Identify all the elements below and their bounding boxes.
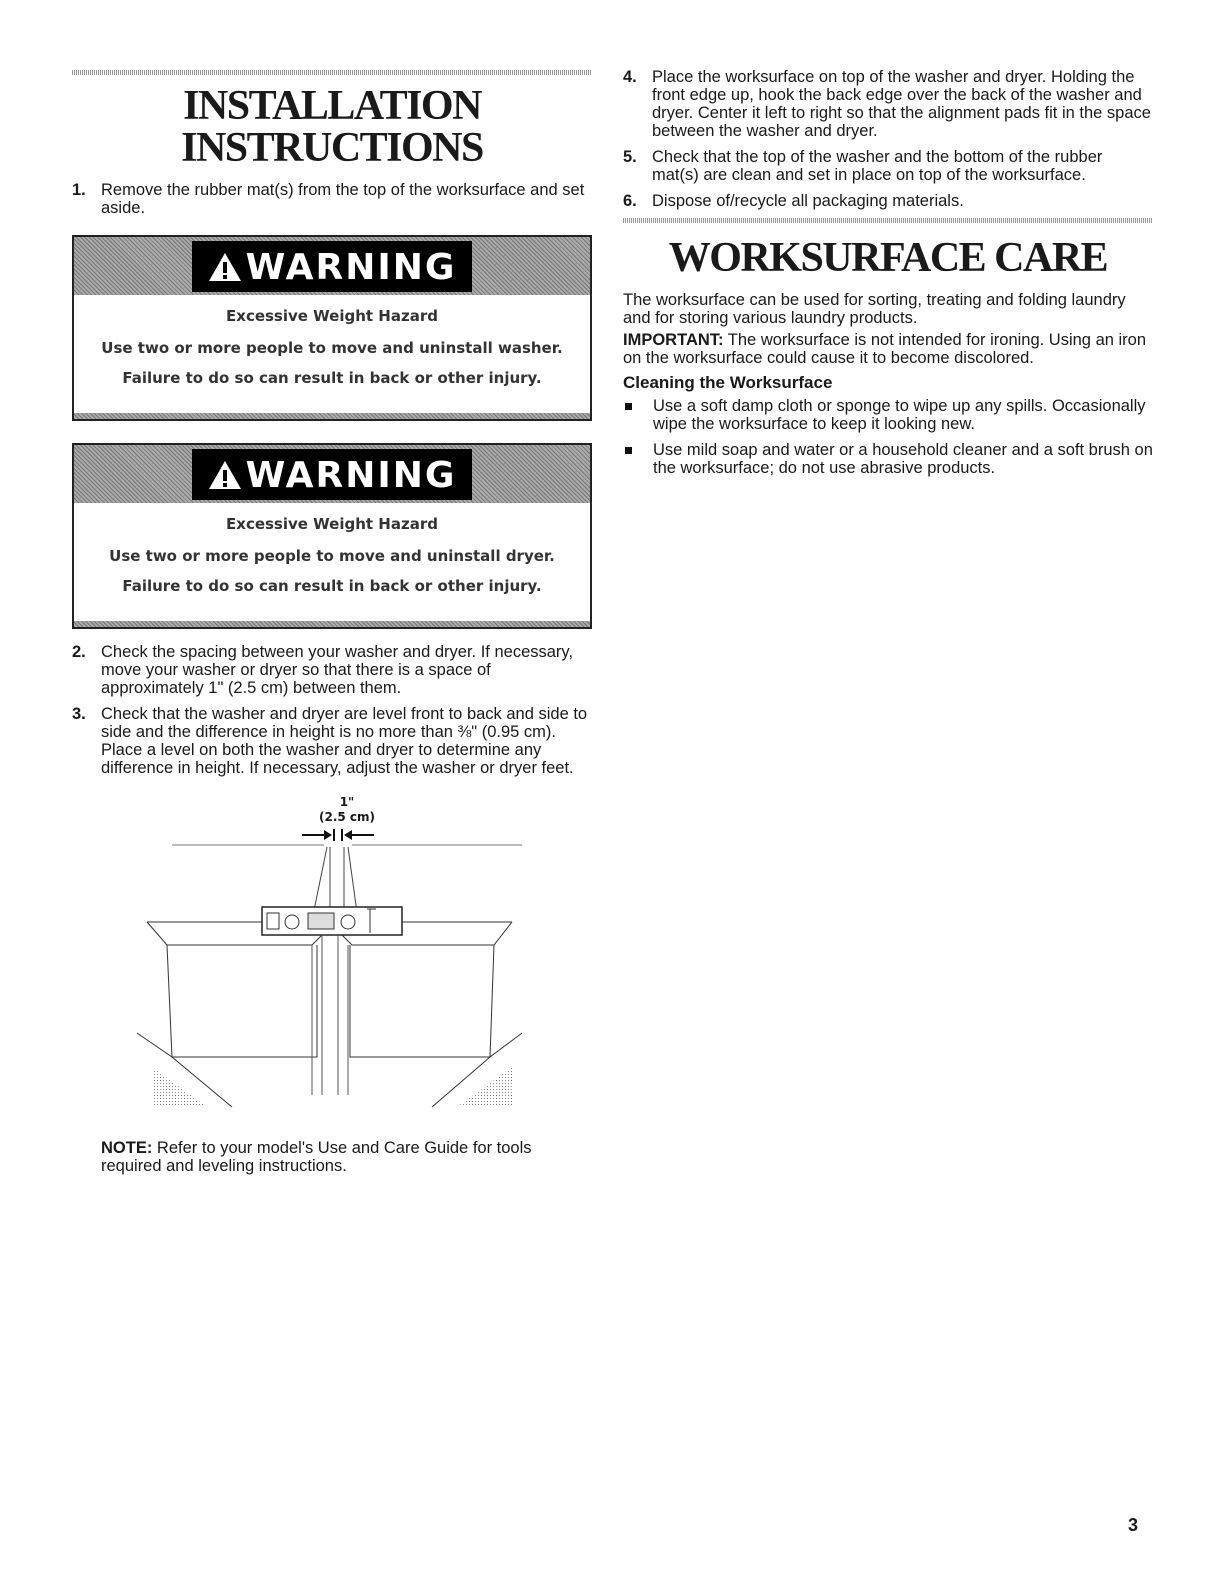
- warning-box-washer: [72, 235, 592, 421]
- step-text: Check the spacing between your washer and dryer. If necessary, move your washer or dryer so that there is a space of approximately 1" (2.5 cm) between them.: [101, 643, 574, 697]
- warning-triangle-icon: [208, 252, 242, 282]
- warning-footer: [74, 621, 590, 627]
- left-column: [72, 70, 592, 1175]
- step-text: Check that the top of the washer and the bottom of the rubber mat(s) are clean and set in place on top of the worksurface.: [652, 148, 1103, 184]
- spacing-level-diagram: [112, 795, 592, 1125]
- bullet-icon: [625, 403, 632, 410]
- section-title-installation: INSTALLATION INSTRUCTIONS: [181, 83, 483, 171]
- warning-line: Failure to do so can result in back or other injury.: [122, 577, 542, 595]
- step-text: Dispose of/recycle all packaging materials.: [652, 192, 964, 210]
- bullet-icon: [625, 447, 632, 454]
- bullet-text: Use mild soap and water or a household cleaner and a soft brush on the worksurface; do not use abrasive products.: [653, 441, 1153, 477]
- step-3: [72, 705, 592, 777]
- warning-line: Failure to do so can result in back or other injury.: [122, 369, 542, 387]
- list-item: [623, 441, 1153, 477]
- warning-triangle-icon: [208, 460, 242, 490]
- note-paragraph: [72, 1139, 592, 1175]
- section-rule: [72, 70, 592, 75]
- important-text: The worksurface is not intended for ironing. Using an iron on the worksurface could cause it to become discolored.: [623, 331, 1147, 367]
- warning-hazard: Excessive Weight Hazard: [226, 307, 438, 325]
- note-text: Refer to your model's Use and Care Guide for tools required and leveling instructions.: [101, 1139, 532, 1175]
- warning-header: [74, 445, 590, 503]
- step-number: 1.: [72, 181, 86, 199]
- section-title-worksurface-care: WORKSURFACE CARE: [668, 235, 1108, 281]
- warning-body: [74, 503, 590, 621]
- step-4: [623, 68, 1153, 140]
- washer-dryer-illustration: [112, 795, 592, 1125]
- warning-title: WARNING: [192, 241, 473, 292]
- cleaning-heading: Cleaning the Worksurface: [623, 373, 833, 392]
- step-text: Remove the rubber mat(s) from the top of the worksurface and set aside.: [101, 181, 585, 217]
- section-rule: [623, 218, 1153, 223]
- step-6: [623, 192, 1153, 210]
- step-5: [623, 148, 1153, 184]
- warning-footer: [74, 413, 590, 419]
- step-2: [72, 643, 592, 697]
- bullet-text: Use a soft damp cloth or sponge to wipe up any spills. Occasionally wipe the worksurface to keep it looking new.: [653, 397, 1146, 433]
- step-text: Check that the washer and dryer are level front to back and side to side and the difference in height is no more than ⅜" (0.95 cm). Place a level on both the washer and dryer to determine any difference in height. If necessary, adjust the washer or dryer feet.: [101, 705, 588, 777]
- step-1: [72, 181, 592, 217]
- warning-hazard: Excessive Weight Hazard: [226, 515, 438, 533]
- important-label: IMPORTANT:: [623, 331, 724, 349]
- step-text: Place the worksurface on top of the washer and dryer. Holding the front edge up, hook the back edge over the back of the washer and dryer. Center it left to right so that the alignment pads fit in the space between the washer and dryer.: [652, 68, 1151, 140]
- warning-line: Use two or more people to move and uninstall washer.: [101, 339, 563, 357]
- intro-paragraph: The worksurface can be used for sorting, treating and folding laundry and for storing various laundry products.: [623, 291, 1126, 327]
- warning-line: Use two or more people to move and uninstall dryer.: [109, 547, 555, 565]
- page-number: 3: [1128, 1515, 1139, 1535]
- note-label: NOTE:: [101, 1139, 153, 1157]
- warning-title: WARNING: [192, 449, 473, 500]
- warning-header: [74, 237, 590, 295]
- important-paragraph: [623, 331, 1153, 367]
- step-number: 4.: [623, 68, 637, 86]
- step-number: 5.: [623, 148, 637, 166]
- step-number: 6.: [623, 192, 637, 210]
- list-item: [623, 397, 1153, 433]
- warning-box-dryer: [72, 443, 592, 629]
- right-column: [623, 68, 1153, 485]
- step-number: 2.: [72, 643, 86, 661]
- dimension-label: 1" (2.5 cm): [318, 795, 376, 824]
- step-number: 3.: [72, 705, 86, 723]
- warning-body: [74, 295, 590, 413]
